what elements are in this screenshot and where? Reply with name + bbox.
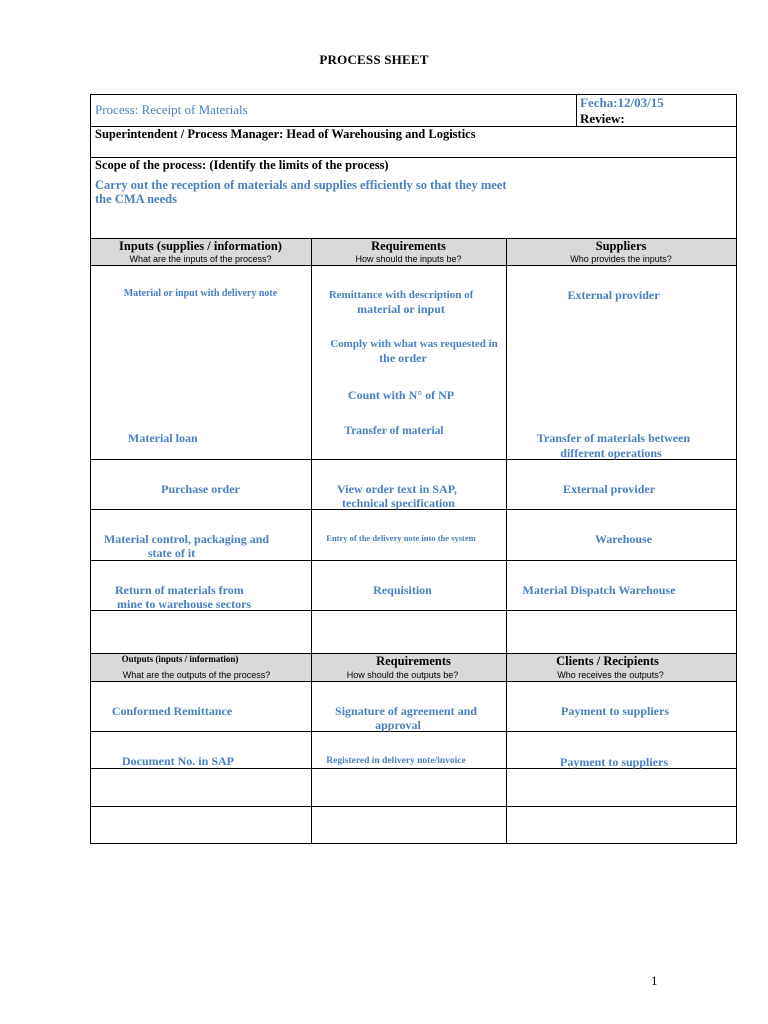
req-count-np: Count with N° of NP [347,388,455,402]
page-number: 1 [651,973,658,988]
input-delivery-note: Material or input with delivery note [123,288,278,299]
review-field: Review: [580,111,625,126]
inputs-column-title: Inputs (supplies / information) [119,239,282,253]
input-purchase-order: Purchase order [161,482,240,496]
page-title: PROCESS SHEET [319,52,429,67]
out-req-signature-line1: Signature of agreement and [335,704,477,718]
clients-column-title: Clients / Recipients [556,654,659,668]
border-after-inputs-header [90,265,737,266]
output-conformed-remittance: Conformed Remittance [111,704,233,718]
req-view-order-line2: technical specification [342,496,455,510]
scope-text-line1: Carry out the reception of materials and supplies efficiently so that they meet [95,178,507,192]
border-date-split [576,94,577,126]
process-name: Process: Receipt of Materials [95,102,248,117]
req-requisition: Requisition [373,583,432,597]
requirements-column-subtitle: How should the inputs be? [355,254,462,264]
input-material-control-line2: state of it [147,546,196,560]
out-requirements-column-subtitle: How should the outputs be? [346,670,459,680]
suppliers-column-subtitle: Who provides the inputs? [570,254,672,264]
scope-label: Scope of the process: (Identify the limits of the process) [95,158,389,172]
input-return-line1: Return of materials from [115,583,244,597]
req-remittance-line2: material or input [357,302,445,316]
scope-text-line2: the CMA needs [95,192,177,206]
date-field: Fecha:12/03/15 [580,95,664,110]
input-material-loan: Material loan [128,431,198,445]
out-req-signature-line2: approval [375,718,421,732]
client-payment-suppliers-2: Payment to suppliers [560,755,668,769]
border-right [736,94,737,844]
requirements-column-title: Requirements [371,239,446,253]
client-payment-suppliers-1: Payment to suppliers [561,704,669,718]
process-manager: Superintendent / Process Manager: Head of Warehousing and Logistics [95,127,476,141]
outputs-column-subtitle: What are the outputs of the process? [122,670,271,680]
input-return-line2: mine to warehouse sectors [117,597,252,611]
inputs-column-subtitle: What are the inputs of the process? [129,254,272,264]
input-material-control-line1: Material control, packaging and [103,532,270,546]
req-remittance-line1: Remittance with description of [328,289,474,301]
out-req-registered: Registered in delivery note/invoice [326,756,466,766]
supplier-dispatch-warehouse: Material Dispatch Warehouse [522,583,676,597]
supplier-warehouse: Warehouse [594,532,653,546]
border-bottom [90,843,737,844]
supplier-external-2: External provider [562,482,656,496]
req-entry-delivery-note: Entry of the delivery note into the system [326,533,476,543]
req-transfer-material: Transfer of material [344,425,444,437]
req-comply-line1: Comply with what was requested in [330,338,498,350]
border-after-outputs-header [90,681,737,682]
supplier-transfer-line1: Transfer of materials between [536,431,691,445]
clients-column-subtitle: Who receives the outputs? [557,670,664,680]
out-requirements-column-title: Requirements [376,654,451,668]
output-document-sap: Document No. in SAP [121,754,234,768]
supplier-transfer-line2: different operations [560,446,662,460]
border-left [90,94,91,844]
req-view-order-line1: View order text in SAP, [337,482,457,496]
outputs-column-title: Outputs (inputs / information) [121,654,239,664]
border-out-row3 [90,806,737,807]
supplier-external-1: External provider [567,288,660,302]
border-row3 [90,560,737,561]
suppliers-column-title: Suppliers [595,239,647,253]
req-comply-line2: the order [379,351,427,365]
